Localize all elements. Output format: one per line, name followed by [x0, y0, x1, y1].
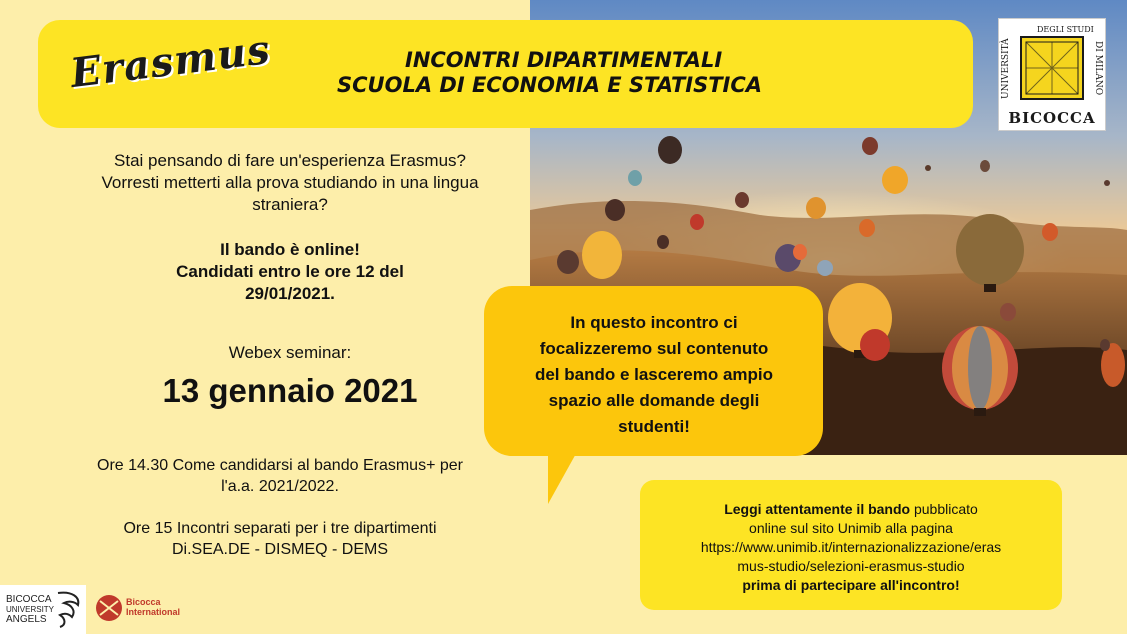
notice-bold-lead: Leggi attentamente il bando: [724, 501, 911, 517]
notice-text: [640, 500, 1062, 595]
bando-announcement: [60, 239, 520, 305]
bubble-line1: In questo incontro ci: [570, 313, 738, 332]
schedule-item-1-line2: l'a.a. 2021/2022.: [221, 478, 339, 495]
bubble-line5: studenti!: [618, 417, 690, 436]
banner-title-line2: SCUOLA DI ECONOMIA E STATISTICA: [337, 73, 763, 97]
bicocca-angels-logo: [0, 585, 86, 634]
notice-line2: online sul sito Unimib alla pagina: [749, 520, 953, 536]
notice-line1-rest: pubblicato: [910, 501, 978, 517]
bubble-line2: focalizzeremo sul contenuto: [539, 339, 769, 358]
logo-text-left: UNIVERSITÀ: [1001, 38, 1011, 99]
notice-line5: prima di partecipare all'incontro!: [742, 577, 960, 593]
notice-line1: [640, 500, 1062, 519]
bando-line3: 29/01/2021.: [245, 284, 335, 303]
angel-wing-icon: [54, 589, 84, 629]
angels-line2: UNIVERSITY: [6, 605, 55, 614]
bando-line1: Il bando è online!: [220, 240, 360, 259]
webex-label: Webex seminar:: [228, 343, 352, 362]
intro-line1: Stai pensando di fare un'esperienza Erasmus?: [114, 151, 466, 170]
international-line2: International: [126, 607, 181, 617]
erasmus-brand: Erasmus: [67, 25, 274, 98]
bubble-line3: del bando e lasceremo ampio: [534, 365, 774, 384]
intro-line2: Vorresti metterti alla prova studiando in una lingua: [101, 173, 479, 192]
webex-date: 13 gennaio 2021: [162, 372, 418, 409]
bicocca-international-icon: [94, 593, 124, 623]
notice-url-line2[interactable]: mus-studio/selezioni-erasmus-studio: [737, 558, 965, 574]
speech-bubble-tail: [548, 450, 578, 504]
schedule-item-2-line1: Ore 15 Incontri separati per i tre dipartimenti: [123, 520, 437, 537]
notice-url-line1[interactable]: https://www.unimib.it/internazionalizzazione/eras: [700, 539, 1002, 555]
speech-bubble-text: [500, 310, 808, 440]
schedule-item-2: [40, 518, 520, 560]
bando-line2: Candidati entro le ore 12 del: [176, 262, 404, 281]
international-line1: Bicocca: [126, 597, 161, 607]
university-logo: [998, 18, 1106, 131]
bubble-line4: spazio alle domande degli: [548, 391, 760, 410]
logo-text-right: DI MILANO: [1093, 41, 1103, 96]
logo-text-top: DEGLI STUDI: [1037, 25, 1094, 34]
angels-line3: ANGELS: [6, 614, 47, 625]
intro-text: [60, 150, 520, 216]
logo-name: BICOCCA: [1008, 109, 1096, 127]
schedule-item-1: [40, 455, 520, 497]
schedule-item-2-line2: Di.SEA.DE - DISMEQ - DEMS: [171, 541, 389, 558]
intro-line3: straniera?: [252, 195, 328, 214]
banner-title-line1: INCONTRI DIPARTIMENTALI: [405, 48, 723, 72]
schedule-item-1-line1: Ore 14.30 Come candidarsi al bando Erasmus+ per: [97, 457, 463, 474]
bicocca-international-logo: [92, 589, 202, 629]
angels-line1: BICOCCA: [6, 594, 52, 605]
